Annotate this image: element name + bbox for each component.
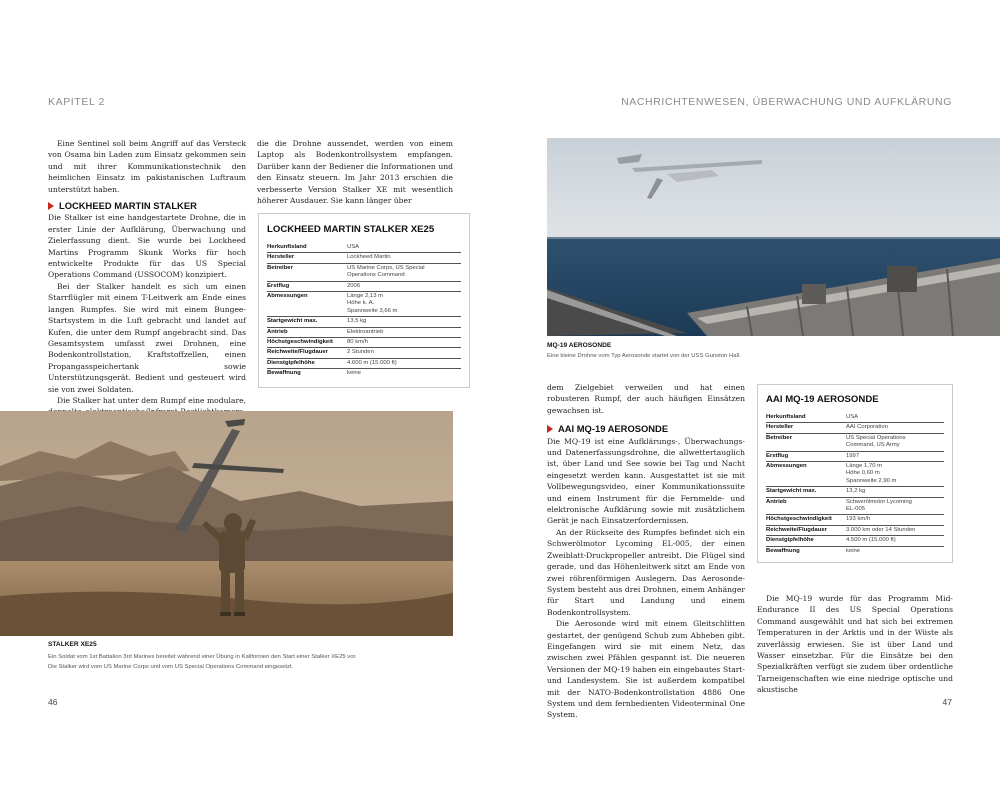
spec-row: Antrieb Schwerölmotor Lycoming EL-005 <box>766 498 944 516</box>
section-header: NACHRICHTENWESEN, ÜBERWACHUNG UND AUFKLÄRUNG <box>621 96 952 108</box>
left-column-1 <box>48 138 246 452</box>
paragraph: Die Stalker hat unter dem Rumpf eine modulare, <box>57 395 246 405</box>
aerosonde-photo-image <box>547 138 1000 336</box>
paragraph: Die Stalker ist eine handgestartete Drohne, die in erster Linie der Aufklärung, Überwachung und Zielerfassung dient. Sie wurde bei Lockheed Martins Programm Skunk Works für hoch entwickelte Produkte für das US Special Operations Command (USSOCOM) konzipiert. <box>48 213 246 280</box>
spec-row: Herkunftsland USA <box>267 243 461 253</box>
spec-row: Betreiber US Marine Corps, US Special Operations Command <box>267 264 461 282</box>
spec-table <box>267 243 461 379</box>
spec-row: Erstflug 2006 <box>267 282 461 292</box>
photo-caption: Eine kleine Drohne vom Typ Aerosonde startet von der USS Gunston Hall. <box>547 353 741 359</box>
spec-row: Herkunftsland USA <box>766 413 944 423</box>
chapter-header: KAPITEL 2 <box>48 96 105 108</box>
spec-row: Höchstgeschwindigkeit 80 km/h <box>267 338 461 348</box>
left-column-2 <box>257 138 453 206</box>
photo-caption-title: STALKER XE25 <box>48 641 97 648</box>
spec-row: Startgewicht max. 13,5 kg <box>267 317 461 327</box>
spec-row: Dienstgipfelhöhe 4.600 m (15.000 ft) <box>267 359 461 369</box>
stalker-photo <box>0 411 453 636</box>
aerosonde-photo <box>547 138 1000 336</box>
section-heading-aerosonde: AAI MQ-19 AEROSONDE <box>547 423 745 434</box>
spec-row: Betreiber US Special Operations Command, US Army <box>766 434 944 452</box>
spec-row: Antrieb Elektroantrieb <box>267 328 461 338</box>
paragraph: Die MQ-19 wurde für das Programm Mid-Endurance II des US Special Operations Command ausgewählt und hat sich bei extremen Temperaturen in der Arktis und in der Wüste als zuverlässig erwiesen. Sie ist über Land und Wasser einsetzbar. Für die Einsätze bei den Spezialkräften verfügt sie zudem über ordentliche Tarneigenschaften wie eine niedrige optische und akustische <box>757 594 953 695</box>
right-column-2 <box>757 593 953 696</box>
spec-row: Startgewicht max. 13,2 kg <box>766 487 944 497</box>
page-number-right: 47 <box>942 697 952 707</box>
intro-paragraph: Eine Sentinel soll beim Angriff auf das Versteck von Osama bin Laden zum Einsatz gekommen sein und mit ihrer Kommunikationstechnik den heimlichen Einsatz im pakistanischen Luftraum unterstützt haben. <box>48 139 246 194</box>
spec-row: Reichweite/Flugdauer 2 Stunden <box>267 348 461 358</box>
paragraph: dem Zielgebiet verweilen und hat einen robusteren Rumpf, der auch häufigen Einsätzen gewachsen ist. <box>547 383 745 415</box>
right-column-1 <box>547 382 745 721</box>
triangle-bullet-icon <box>547 425 553 433</box>
paragraph: Die Aerosonde wird mit einem Gleitschlitten gestartet, der genügend Schub zum Abheben gibt. Eingefangen wird sie mit einem Netz, das zwischen zwei Pfählen gespannt ist. Die neueren Versionen der MQ-19 haben ein eingebautes Start- und Landesystem. Sie ist außerdem kompatibel mit der NATO-Bodenkontrollstation 4886 One System und dem fernbedienten Videoterminal One System. <box>547 619 745 720</box>
spec-box-title: AAI MQ-19 AEROSONDE <box>766 394 879 405</box>
spec-row: Erstflug 1997 <box>766 452 944 462</box>
page-number-left: 46 <box>48 697 58 707</box>
spec-row: Reichweite/Flugdauer 3.000 km oder 14 Stunden <box>766 526 944 536</box>
paragraph: Bei der Stalker handelt es sich um einen Starrflügler mit einem T-Leitwerk am Ende eines langen Rumpfes. Sie wird mit einem Bungee-Startsystem in die Luft gebracht und landet auf Kufen, die unter dem Rumpf angebracht sind. Das Gesamtsystem umfasst zwei Drohnen, eine Bodenkontrollstation, Kraftstoffzellen, einen Propangasspeichertank sowie Unterstützungsgerät. Bedient und gesteuert wird sie von zwei Soldaten. <box>48 281 246 394</box>
triangle-bullet-icon <box>48 202 54 210</box>
spec-table <box>766 413 944 556</box>
spec-row: Hersteller Lockheed Martin <box>267 253 461 263</box>
spec-box-title: LOCKHEED MARTIN STALKER XE25 <box>267 224 435 235</box>
photo-caption-title: MQ-19 AEROSONDE <box>547 342 612 349</box>
spec-row: Bewaffnung keine <box>267 370 362 377</box>
spec-row: Bewaffnung keine <box>766 547 861 554</box>
spec-box-stalker <box>258 213 470 388</box>
spec-row: Abmessungen Länge 1,70 m Höhe 0,60 m Spannweite 2,90 m <box>766 462 944 487</box>
photo-caption: Ein Soldat vom 1st Battalion 3rd Marines bereitet während einer Übung in Kalifornien den Start einer Stalker XE25 vor. Die Stalker wird vom US Marine Corps und vom US Special Operations Command eingesetzt. <box>48 654 357 670</box>
spec-row: Höchstgeschwindigkeit 193 km/h <box>766 515 944 525</box>
spec-row: Hersteller AAI Corporation <box>766 423 944 433</box>
spec-row: Abmessungen Länge 2,13 m Höhe k. A. Spannweite 3,66 m <box>267 292 461 317</box>
paragraph: Die MQ-19 ist eine Aufklärungs-, Überwachungs- und Datenerfassungsdrohne, die allwettertauglich ist, über Land und See sowie bei Tag und Nacht eingesetzt werden kann. Ausgestattet ist sie mit Vollbewegungsvideo, einer Kommunikationssuite und einem Instrument für die Fernmelde- und elektronische Aufklärung sowie mit zusätzlichem Gerät je nach Einsatzerfordernissen. <box>547 436 745 526</box>
spec-box-aerosonde <box>757 384 953 563</box>
paragraph: die die Drohne aussendet, werden von einem Laptop als Bodenkontrollsystem empfangen. Darüber kann der Bediener die Informationen und den Einsatz steuern. Im Jahr 2013 erschien die verbesserte Version Stalker XE mit wesentlich höherer Ausdauer. Sie kann länger über <box>257 139 453 206</box>
section-heading-stalker: LOCKHEED MARTIN STALKER <box>48 200 246 211</box>
stalker-photo-image <box>0 411 453 636</box>
paragraph: An der Rückseite des Rumpfes befindet sich ein Schwerölmotor Lycoming EL-005, der einen Zweiblatt-Druckpropeller antreibt. Die Flügel sind gerade, und das Höhenleitwerk sitzt am Ende von zwei röhrenförmigen Auslegern. Das Aerosonde-System besteht aus drei Drohnen, einem Anhänger für Start und Landung und einem Bodenkontrollsystem. <box>547 527 745 617</box>
spec-row: Dienstgipfelhöhe 4.500 m (15.000 ft) <box>766 536 944 546</box>
